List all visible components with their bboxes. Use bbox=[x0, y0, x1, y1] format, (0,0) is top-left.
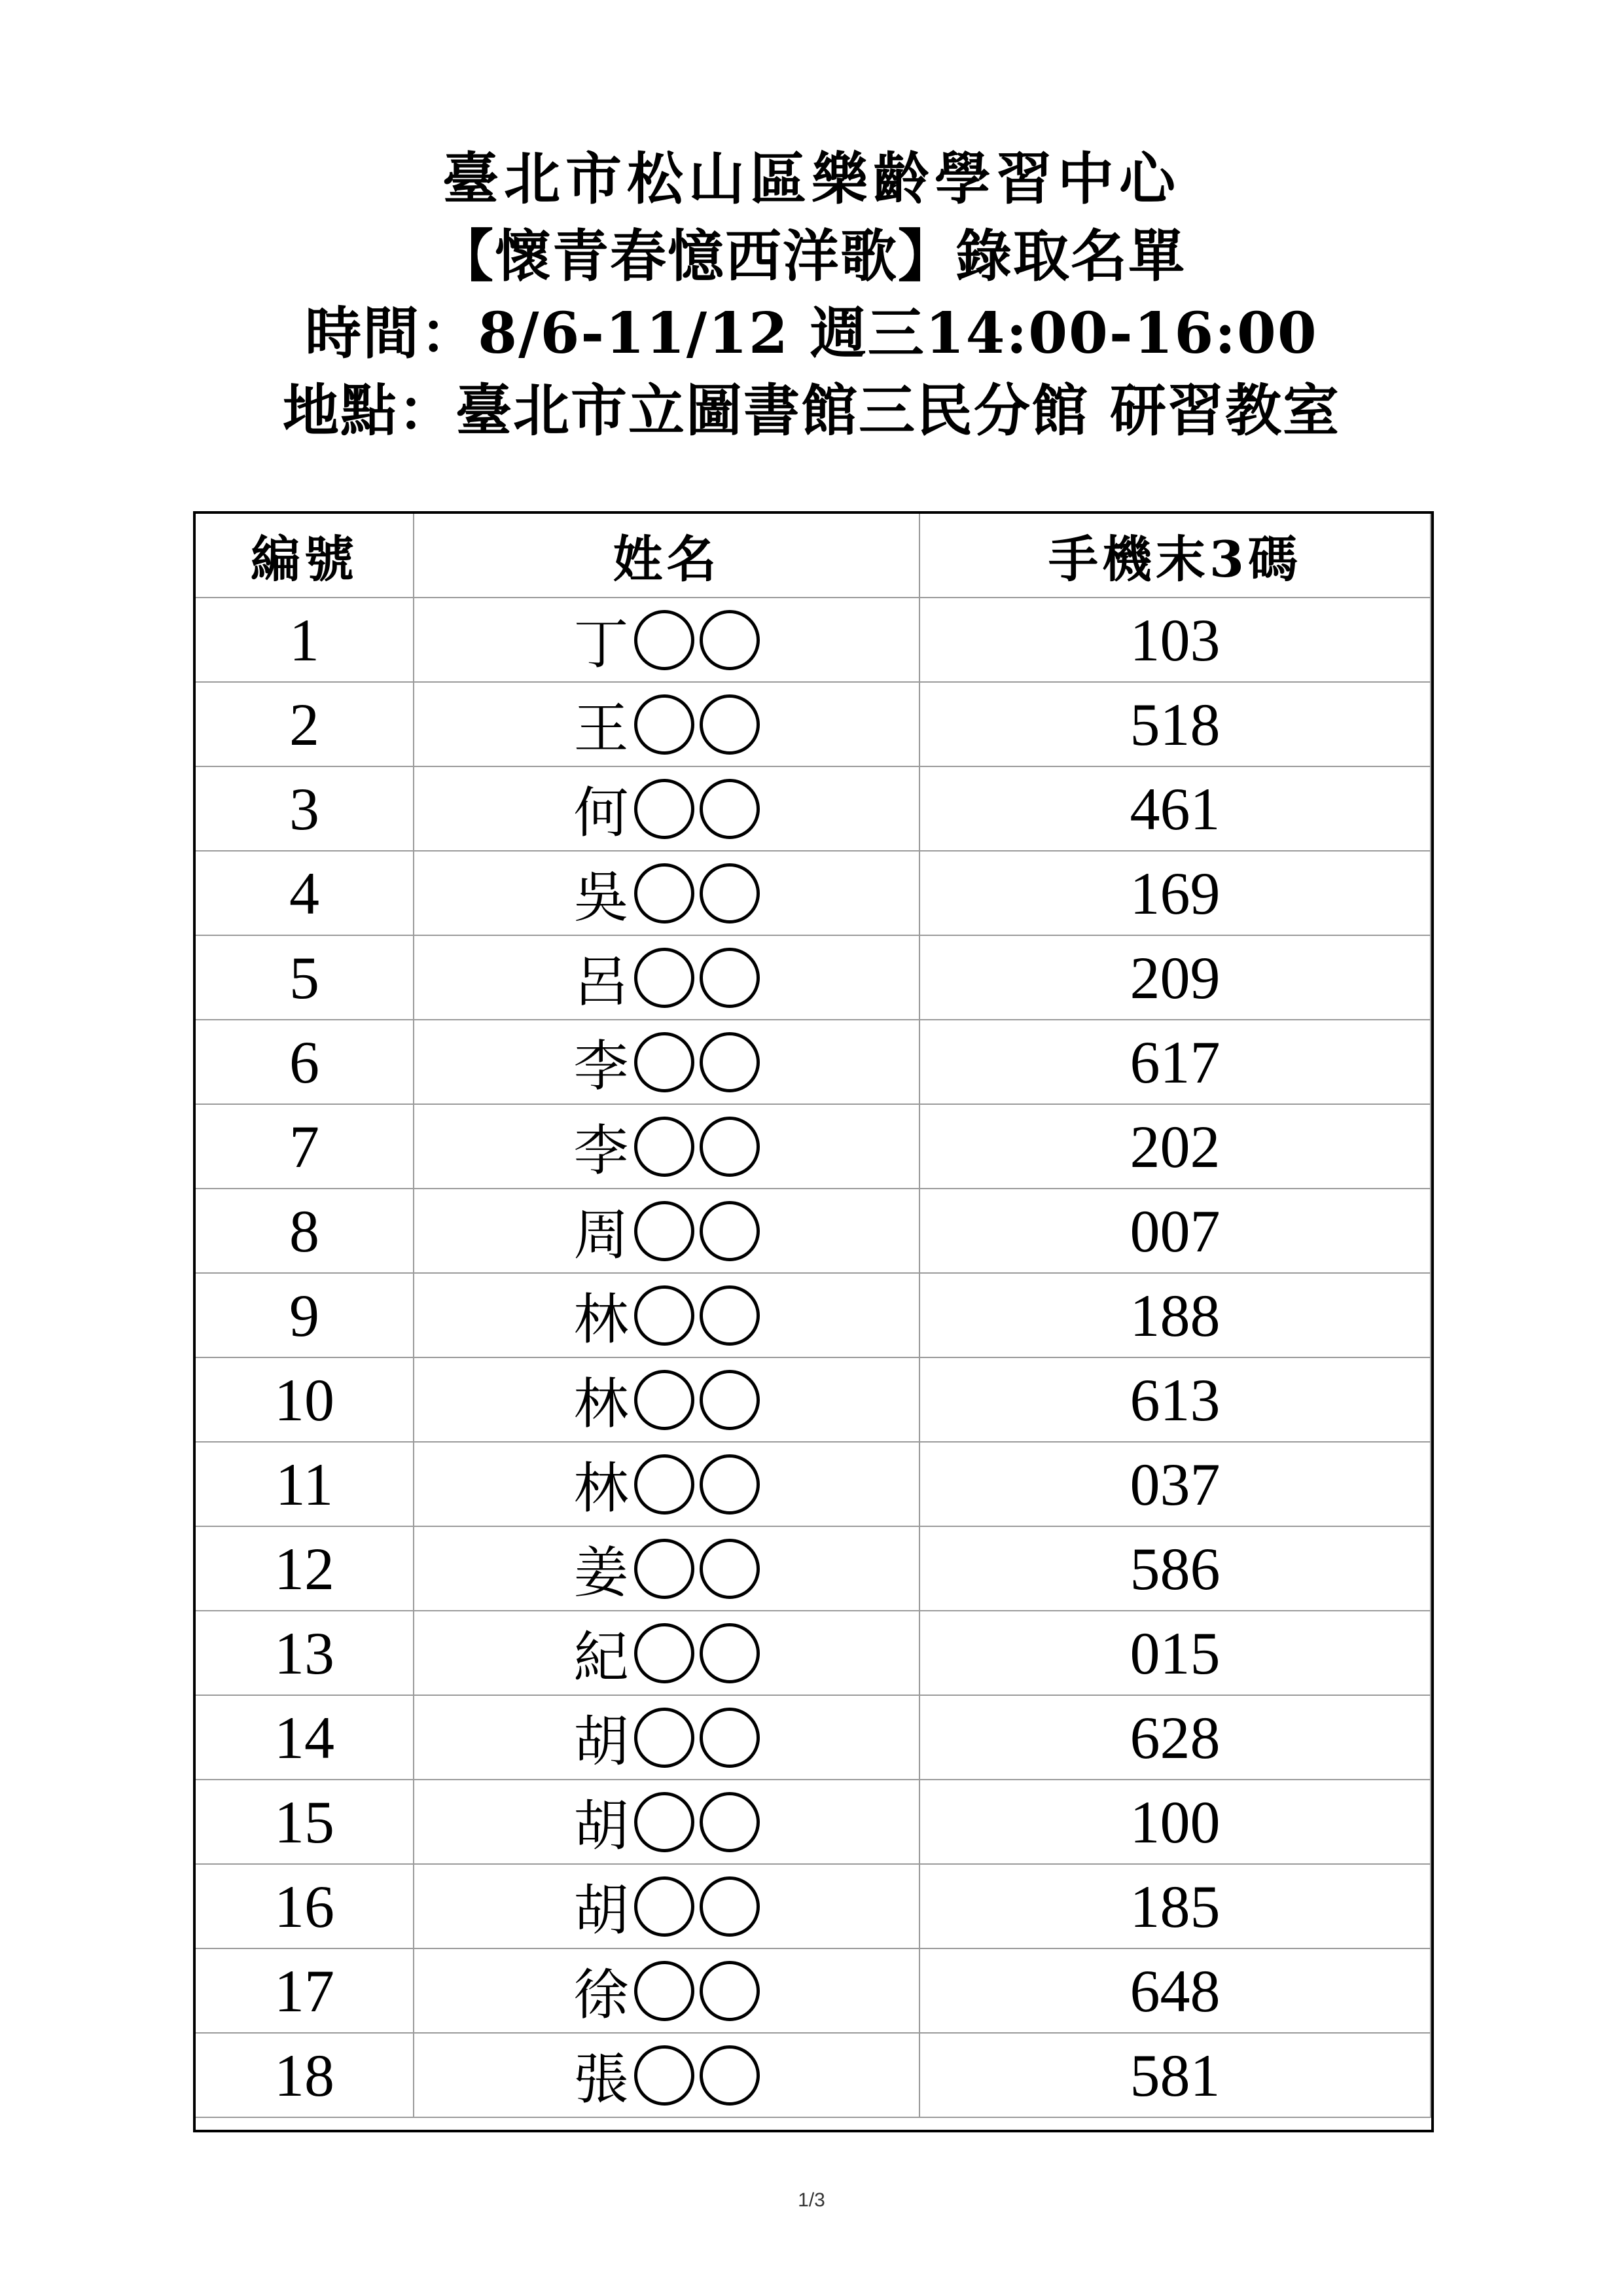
table-row bbox=[195, 935, 1431, 1020]
row-number: 13 bbox=[195, 1611, 414, 1695]
phone-last3: 518 bbox=[919, 682, 1431, 766]
name-cell bbox=[414, 766, 919, 851]
phone-last3: 169 bbox=[919, 851, 1431, 935]
row-number: 6 bbox=[195, 1020, 414, 1104]
name-cell bbox=[414, 1357, 919, 1442]
document-header bbox=[0, 141, 1623, 450]
surname: 姜 bbox=[573, 1541, 629, 1605]
name-mask-circle-icon bbox=[634, 1792, 694, 1852]
row-number: 5 bbox=[195, 935, 414, 1020]
phone-last3: 613 bbox=[919, 1357, 1431, 1442]
phone-last3: 188 bbox=[919, 1273, 1431, 1357]
surname: 呂 bbox=[573, 950, 629, 1014]
center-name: 臺北市松山區樂齡學習中心 bbox=[442, 146, 1181, 212]
table-row bbox=[195, 1273, 1431, 1357]
table-row bbox=[195, 598, 1431, 682]
phone-last3: 209 bbox=[919, 935, 1431, 1020]
list-title: 【懷青春憶西洋歌】錄取名單 bbox=[437, 223, 1186, 289]
name-mask-circle-icon bbox=[700, 610, 760, 670]
row-number: 15 bbox=[195, 1780, 414, 1864]
name-mask-circle-icon bbox=[634, 1961, 694, 2021]
surname: 張 bbox=[573, 2047, 629, 2111]
phone-last3: 103 bbox=[919, 598, 1431, 682]
column-header-name: 姓名 bbox=[414, 513, 919, 598]
row-number: 12 bbox=[195, 1526, 414, 1611]
table-row bbox=[195, 2033, 1431, 2117]
surname: 王 bbox=[573, 696, 629, 761]
phone-last3: 617 bbox=[919, 1020, 1431, 1104]
phone-last3: 015 bbox=[919, 1611, 1431, 1695]
phone-last3: 586 bbox=[919, 1526, 1431, 1611]
name-mask-circle-icon bbox=[634, 610, 694, 670]
surname: 胡 bbox=[573, 1794, 629, 1858]
table-row bbox=[195, 1780, 1431, 1864]
phone-last3: 007 bbox=[919, 1189, 1431, 1273]
name-mask-circle-icon bbox=[700, 1032, 760, 1092]
phone-last3: 037 bbox=[919, 1442, 1431, 1526]
name-cell bbox=[414, 1526, 919, 1611]
surname: 林 bbox=[573, 1456, 629, 1520]
table-row bbox=[195, 1526, 1431, 1611]
row-number: 18 bbox=[195, 2033, 414, 2117]
name-cell bbox=[414, 1020, 919, 1104]
surname: 李 bbox=[573, 1034, 629, 1098]
phone-last3: 628 bbox=[919, 1695, 1431, 1780]
name-mask-circle-icon bbox=[700, 1285, 760, 1346]
name-mask-circle-icon bbox=[634, 863, 694, 924]
row-number: 10 bbox=[195, 1357, 414, 1442]
schedule-line: 時間：8/6-11/12 週三14:00-16:00 bbox=[305, 300, 1318, 367]
name-mask-circle-icon bbox=[634, 1708, 694, 1768]
table-row bbox=[195, 851, 1431, 935]
name-mask-circle-icon bbox=[700, 1370, 760, 1430]
location-line: 地點：臺北市立圖書館三民分館 研習教室 bbox=[283, 378, 1340, 444]
table-row bbox=[195, 1442, 1431, 1526]
name-mask-circle-icon bbox=[634, 1876, 694, 1937]
row-number: 4 bbox=[195, 851, 414, 935]
phone-last3: 185 bbox=[919, 1864, 1431, 1948]
name-mask-circle-icon bbox=[634, 1285, 694, 1346]
column-header-number: 編號 bbox=[195, 513, 414, 598]
name-mask-circle-icon bbox=[700, 1792, 760, 1852]
name-cell bbox=[414, 1104, 919, 1189]
name-cell bbox=[414, 2033, 919, 2117]
name-cell bbox=[414, 598, 919, 682]
surname: 紀 bbox=[573, 1625, 629, 1689]
table-row bbox=[195, 682, 1431, 766]
name-mask-circle-icon bbox=[634, 2045, 694, 2106]
row-number: 17 bbox=[195, 1948, 414, 2033]
table-row bbox=[195, 1864, 1431, 1948]
name-mask-circle-icon bbox=[700, 1201, 760, 1261]
row-number: 16 bbox=[195, 1864, 414, 1948]
name-cell bbox=[414, 1442, 919, 1526]
surname: 徐 bbox=[573, 1963, 629, 2027]
surname: 林 bbox=[573, 1372, 629, 1436]
admission-table bbox=[194, 512, 1431, 2118]
row-number: 3 bbox=[195, 766, 414, 851]
phone-last3: 461 bbox=[919, 766, 1431, 851]
name-cell bbox=[414, 851, 919, 935]
name-mask-circle-icon bbox=[634, 694, 694, 755]
name-mask-circle-icon bbox=[700, 2045, 760, 2106]
name-mask-circle-icon bbox=[700, 779, 760, 839]
table-row bbox=[195, 1104, 1431, 1189]
name-mask-circle-icon bbox=[700, 694, 760, 755]
name-mask-circle-icon bbox=[700, 1623, 760, 1683]
name-mask-circle-icon bbox=[634, 1117, 694, 1177]
surname: 吳 bbox=[573, 865, 629, 929]
row-number: 2 bbox=[195, 682, 414, 766]
table-row bbox=[195, 1948, 1431, 2033]
name-mask-circle-icon bbox=[700, 1454, 760, 1515]
row-number: 8 bbox=[195, 1189, 414, 1273]
name-mask-circle-icon bbox=[700, 1539, 760, 1599]
name-mask-circle-icon bbox=[700, 1876, 760, 1937]
name-mask-circle-icon bbox=[634, 1370, 694, 1430]
name-cell bbox=[414, 1695, 919, 1780]
name-cell bbox=[414, 682, 919, 766]
surname: 胡 bbox=[573, 1878, 629, 1943]
table-header-row bbox=[195, 513, 1431, 598]
row-number: 14 bbox=[195, 1695, 414, 1780]
name-mask-circle-icon bbox=[634, 1032, 694, 1092]
row-number: 11 bbox=[195, 1442, 414, 1526]
name-mask-circle-icon bbox=[634, 779, 694, 839]
name-mask-circle-icon bbox=[634, 1454, 694, 1515]
name-mask-circle-icon bbox=[700, 948, 760, 1008]
name-mask-circle-icon bbox=[634, 1201, 694, 1261]
name-cell bbox=[414, 1780, 919, 1864]
phone-last3: 648 bbox=[919, 1948, 1431, 2033]
name-mask-circle-icon bbox=[700, 1117, 760, 1177]
surname: 林 bbox=[573, 1287, 629, 1352]
name-mask-circle-icon bbox=[700, 1708, 760, 1768]
name-cell bbox=[414, 1273, 919, 1357]
row-number: 9 bbox=[195, 1273, 414, 1357]
table-body bbox=[195, 598, 1431, 2117]
name-mask-circle-icon bbox=[634, 948, 694, 1008]
name-cell bbox=[414, 1611, 919, 1695]
surname: 周 bbox=[573, 1203, 629, 1267]
column-header-phone: 手機末3碼 bbox=[919, 513, 1431, 598]
name-mask-circle-icon bbox=[634, 1623, 694, 1683]
name-mask-circle-icon bbox=[700, 863, 760, 924]
surname: 何 bbox=[573, 781, 629, 845]
table-row bbox=[195, 1611, 1431, 1695]
name-mask-circle-icon bbox=[700, 1961, 760, 2021]
table-row bbox=[195, 1189, 1431, 1273]
row-number: 1 bbox=[195, 598, 414, 682]
table-row bbox=[195, 766, 1431, 851]
phone-last3: 581 bbox=[919, 2033, 1431, 2117]
table-row bbox=[195, 1357, 1431, 1442]
name-cell bbox=[414, 1864, 919, 1948]
phone-last3: 100 bbox=[919, 1780, 1431, 1864]
surname: 李 bbox=[573, 1119, 629, 1183]
name-cell bbox=[414, 935, 919, 1020]
page-number: 1/3 bbox=[798, 2189, 825, 2211]
surname: 胡 bbox=[573, 1710, 629, 1774]
name-mask-circle-icon bbox=[634, 1539, 694, 1599]
table-row bbox=[195, 1020, 1431, 1104]
table-row bbox=[195, 1695, 1431, 1780]
row-number: 7 bbox=[195, 1104, 414, 1189]
name-cell bbox=[414, 1948, 919, 2033]
surname: 丁 bbox=[573, 612, 629, 676]
phone-last3: 202 bbox=[919, 1104, 1431, 1189]
name-cell bbox=[414, 1189, 919, 1273]
